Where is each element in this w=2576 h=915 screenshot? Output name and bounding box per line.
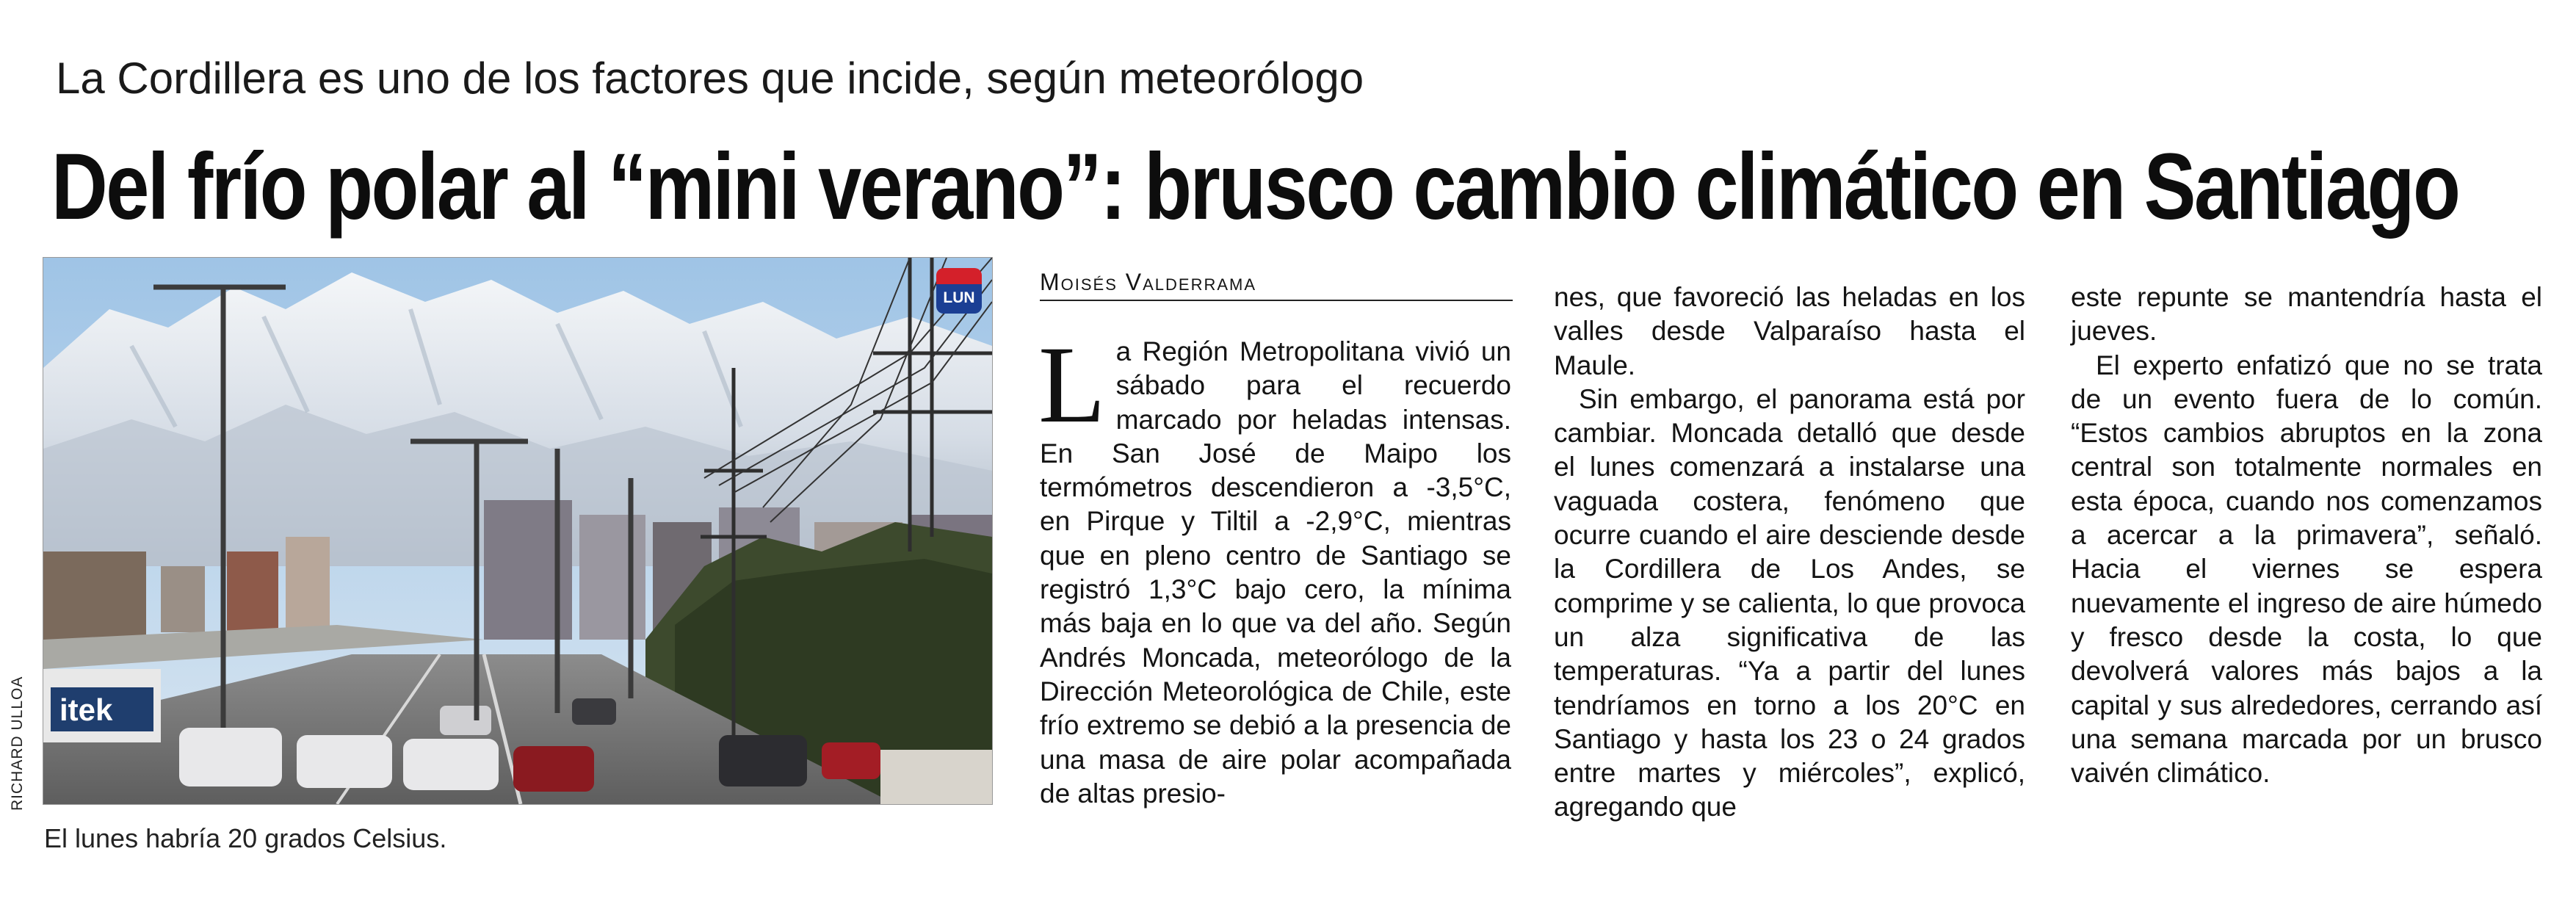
paragraph: nes, que favoreció las heladas en los valles desde Valparaíso hasta el Maule. [1554, 282, 2025, 380]
article-photo [43, 257, 993, 805]
paragraph: Sin embargo, el panorama está por cambiar. Moncada detalló que desde el lunes comenzará a instalarse una vaguada costera, fenómeno que ocurre cuando el aire desciende desde la Cordillera de Los Andes, se comprime y se calienta, lo que provoca un alza significativa de las temperaturas. “Ya a partir del lunes tendríamos en torno a los 20°C en Santiago y hasta los 23 o 24 grados entre martes y miércoles”, explicó, agregando que [1554, 383, 2025, 822]
article-column-3 [2071, 281, 2542, 790]
photo-caption: El lunes habría 20 grados Celsius. [44, 823, 447, 853]
lun-badge: LUN [936, 268, 982, 314]
dropcap: L [1038, 324, 1106, 446]
kicker: La Cordillera es uno de los factores que incide, según meteorólogo [56, 54, 1364, 103]
paragraph: este repunte se mantendría hasta el jueves. [2071, 282, 2542, 347]
paragraph: El experto enfatizó que no se trata de un evento fuera de lo común. “Estos cambios abruptos en la zona central son totalmente normales en esta época, cuando nos comenzamos a acercar a la primavera”, señaló. Hacia el viernes se espera nuevamente el ingreso de aire húmedo y fresco desde la costa, lo que devolverá valores más bajos a la capital y sus alrededores, cerrando así una semana marcada por un brusco vaivén climático. [2071, 350, 2542, 789]
headline: Del frío polar al “mini verano”: brusco cambio climático en Santiago [51, 134, 2459, 239]
photo-credit: RICHARD ULLOA [9, 676, 26, 811]
article-column-1 [1038, 324, 1511, 811]
paragraph: a Región Metropolitana vivió un sábado para el recuerdo marcado por heladas intensas. En San José de Maipo los termómetros descendieron a -3,5°C, en Pirque y Tiltil a -2,9°C, mientras que en pleno centro de Santiago se registró 1,3°C bajo cero, la mínima más baja en lo que va del año. Según Andrés Moncada, meteorólogo de la Dirección Meteorológica de Chile, este frío extremo se debió a la presencia de una masa de aire polar acompañada de altas presio- [1040, 336, 1511, 809]
highway-mountain-photo [43, 258, 992, 804]
billboard-text: itek [59, 692, 113, 727]
byline: Moisés Valderrama [1040, 266, 1513, 301]
article-column-2 [1554, 281, 2025, 825]
